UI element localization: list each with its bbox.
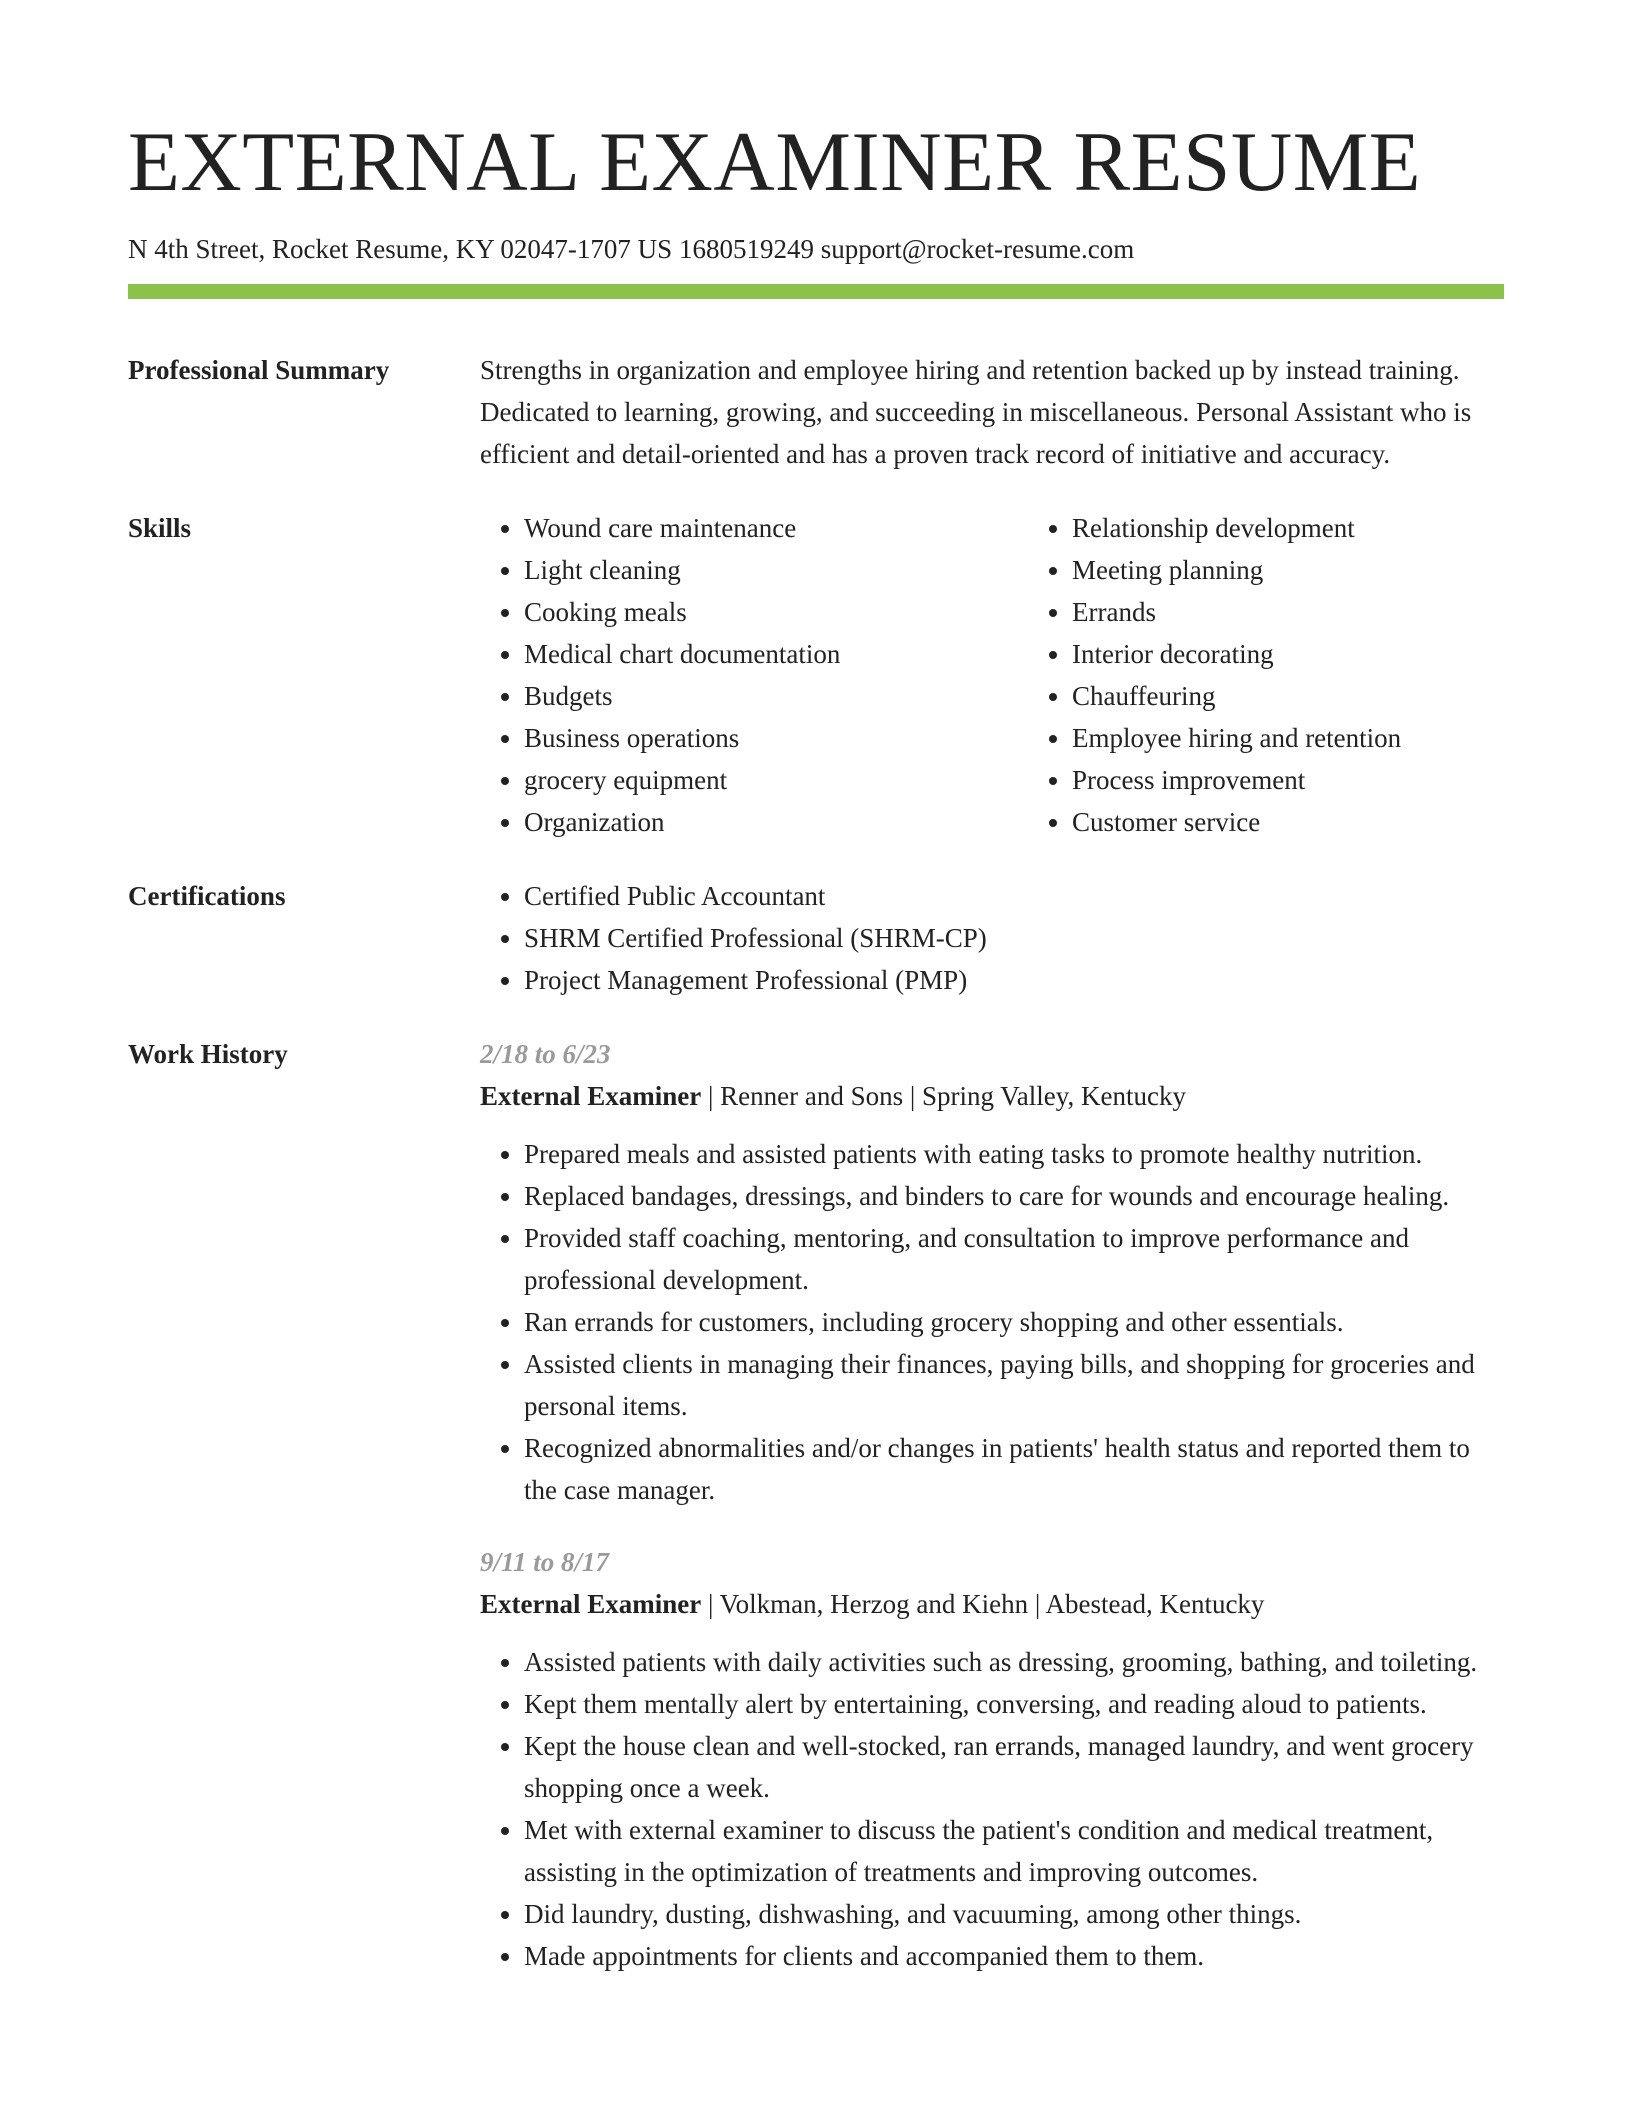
section-title: Professional Summary xyxy=(128,355,390,386)
skill-item: • grocery equipment xyxy=(524,759,1028,801)
summary-text: Strengths in organization and employee hiring and retention backed up by instead training. Dedicated to learning, growing, and succeeding in miscellaneous. Personal Assistant who is efficient and detail-oriented and has a proven track record of initiative and accuracy. xyxy=(480,355,1472,470)
resume-title: EXTERNAL EXAMINER RESUME xyxy=(128,115,1422,209)
job-date: 2/18 to 6/23 xyxy=(480,1039,611,1070)
skill-item: • Relationship development xyxy=(1072,507,1576,549)
accent-divider xyxy=(128,284,1504,299)
skills-list-right xyxy=(1028,507,1576,843)
job-bullet: • Prepared meals and assisted patients with eating tasks to promote healthy nutrition. xyxy=(524,1133,1504,1175)
job-bullets xyxy=(480,1641,1504,1977)
work-history-body xyxy=(480,1033,1504,1977)
job-bullet: • Kept the house clean and well-stocked, ran errands, managed laundry, and went grocery shopping once a week. xyxy=(524,1725,1504,1809)
skill-item: • Medical chart documentation xyxy=(524,633,1028,675)
skill-item: • Business operations xyxy=(524,717,1028,759)
section-title: Skills xyxy=(128,513,192,544)
skill-item: • Budgets xyxy=(524,675,1028,717)
certification-item: • Project Management Professional (PMP) xyxy=(524,959,1504,1001)
job-details: | Volkman, Herzog and Kiehn | Abestead, Kentucky xyxy=(701,1589,1265,1620)
section-title: Certifications xyxy=(128,881,286,912)
job-entry xyxy=(480,1033,1504,1511)
job-bullet: • Provided staff coaching, mentoring, and consultation to improve performance and professional development. xyxy=(524,1217,1504,1301)
job-bullet: • Replaced bandages, dressings, and binders to care for wounds and encourage healing. xyxy=(524,1175,1504,1217)
job-details: | Renner and Sons | Spring Valley, Kentucky xyxy=(701,1081,1186,1112)
job-bullet: • Assisted patients with daily activities such as dressing, grooming, bathing, and toileting. xyxy=(524,1641,1504,1683)
contact-info: N 4th Street, Rocket Resume, KY 02047-1707 US 1680519249 support@rocket-resume.com xyxy=(128,234,1135,264)
professional-summary-section xyxy=(128,349,1504,475)
certifications-list xyxy=(480,875,1504,1001)
certifications-body xyxy=(480,875,1504,1001)
skill-item: • Light cleaning xyxy=(524,549,1028,591)
skills-columns xyxy=(480,507,1576,843)
skills-section xyxy=(128,507,1504,843)
skill-item: • Chauffeuring xyxy=(1072,675,1576,717)
skill-item: • Meeting planning xyxy=(1072,549,1576,591)
job-heading xyxy=(480,1583,1504,1625)
skill-item: • Employee hiring and retention xyxy=(1072,717,1576,759)
job-bullet: • Ran errands for customers, including grocery shopping and other essentials. xyxy=(524,1301,1504,1343)
certification-item: • Certified Public Accountant xyxy=(524,875,1504,917)
job-date: 9/11 to 8/17 xyxy=(480,1547,610,1578)
skill-item: • Cooking meals xyxy=(524,591,1028,633)
job-heading xyxy=(480,1075,1504,1117)
job-title: External Examiner xyxy=(480,1589,702,1620)
section-title: Work History xyxy=(128,1039,288,1070)
certifications-section xyxy=(128,875,1504,1001)
skill-item: • Errands xyxy=(1072,591,1576,633)
job-bullet: • Recognized abnormalities and/or changes in patients' health status and reported them to the case manager. xyxy=(524,1427,1504,1511)
job-bullets xyxy=(480,1133,1504,1511)
skill-item: • Customer service xyxy=(1072,801,1576,843)
skill-item: • Wound care maintenance xyxy=(524,507,1028,549)
job-bullet: • Made appointments for clients and accompanied them to them. xyxy=(524,1935,1504,1977)
skill-item: • Process improvement xyxy=(1072,759,1576,801)
skill-item: • Interior decorating xyxy=(1072,633,1576,675)
job-bullet: • Assisted clients in managing their finances, paying bills, and shopping for groceries and personal items. xyxy=(524,1343,1504,1427)
skills-list-left xyxy=(480,507,1028,843)
work-history-section xyxy=(128,1033,1504,1977)
certification-item: • SHRM Certified Professional (SHRM-CP) xyxy=(524,917,1504,959)
job-title: External Examiner xyxy=(480,1081,702,1112)
job-bullet: • Did laundry, dusting, dishwashing, and vacuuming, among other things. xyxy=(524,1893,1504,1935)
job-bullet: • Kept them mentally alert by entertaining, conversing, and reading aloud to patients. xyxy=(524,1683,1504,1725)
skill-item: • Organization xyxy=(524,801,1028,843)
job-entry xyxy=(480,1541,1504,1977)
job-bullet: • Met with external examiner to discuss the patient's condition and medical treatment, assisting in the optimization of treatments and improving outcomes. xyxy=(524,1809,1504,1893)
